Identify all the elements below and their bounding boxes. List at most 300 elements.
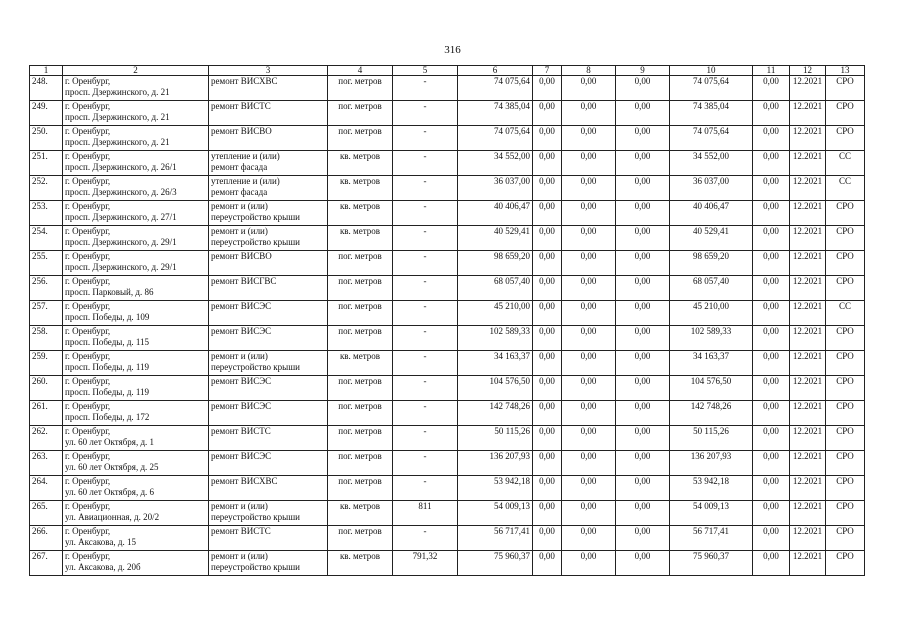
table-row (30, 176, 865, 201)
address-cell (63, 201, 209, 226)
unit-cell: пог. метров (328, 376, 393, 401)
value-cell: 0,00 (616, 301, 670, 326)
date-cell: 12.2021 (790, 451, 826, 476)
value-cell: 0,00 (616, 476, 670, 501)
address-cell (63, 351, 209, 376)
value-cell: 0,00 (616, 526, 670, 551)
date-cell: 12.2021 (790, 526, 826, 551)
work-type-line: ремонт ВИСХВС (211, 476, 278, 486)
total-cell: 50 115,26 (670, 426, 753, 451)
work-type-cell (209, 401, 328, 426)
quantity-cell: - (393, 526, 458, 551)
column-header: 5 (393, 66, 458, 76)
column-header: 4 (328, 66, 393, 76)
value-cell: 0,00 (562, 176, 616, 201)
quantity-cell: - (393, 251, 458, 276)
value-cell: 0,00 (533, 151, 562, 176)
value-cell: 0,00 (562, 101, 616, 126)
work-type-cell (209, 276, 328, 301)
column-header: 8 (562, 66, 616, 76)
value-cell: 0,00 (616, 326, 670, 351)
cost-cell: 34 163,37 (458, 351, 533, 376)
quantity-cell: 791,32 (393, 551, 458, 576)
total-cell: 74 385,04 (670, 101, 753, 126)
organization-cell: СРО (826, 426, 865, 451)
work-type-cell (209, 301, 328, 326)
table-row (30, 526, 865, 551)
column-header: 11 (753, 66, 790, 76)
row-number: 267. (30, 551, 63, 576)
date-cell: 12.2021 (790, 251, 826, 276)
organization-cell: СС (826, 151, 865, 176)
value-cell: 0,00 (753, 526, 790, 551)
value-cell: 0,00 (562, 326, 616, 351)
work-type-cell (209, 426, 328, 451)
value-cell: 0,00 (533, 76, 562, 101)
address-street: просп. Победы, д. 119 (65, 362, 150, 372)
value-cell: 0,00 (753, 501, 790, 526)
address-cell (63, 176, 209, 201)
row-number: 254. (30, 226, 63, 251)
date-cell: 12.2021 (790, 476, 826, 501)
quantity-cell: - (393, 451, 458, 476)
value-cell: 0,00 (616, 201, 670, 226)
quantity-cell: - (393, 276, 458, 301)
organization-cell: СРО (826, 401, 865, 426)
quantity-cell: - (393, 301, 458, 326)
quantity-cell: - (393, 126, 458, 151)
organization-cell: СРО (826, 276, 865, 301)
address-city: г. Оренбург, (65, 526, 111, 536)
total-cell: 75 960,37 (670, 551, 753, 576)
table-row (30, 476, 865, 501)
cost-cell: 40 406,47 (458, 201, 533, 226)
row-number: 260. (30, 376, 63, 401)
unit-cell: кв. метров (328, 551, 393, 576)
work-type-line: ремонт ВИСЭС (211, 301, 272, 311)
organization-cell: СРО (826, 226, 865, 251)
work-type-line: ремонт ВИСХВС (211, 76, 278, 86)
value-cell: 0,00 (562, 401, 616, 426)
address-street: ул. Аксакова, д. 15 (65, 537, 136, 547)
value-cell: 0,00 (562, 226, 616, 251)
value-cell: 0,00 (533, 101, 562, 126)
table-row (30, 551, 865, 576)
date-cell: 12.2021 (790, 401, 826, 426)
unit-cell: кв. метров (328, 226, 393, 251)
organization-cell: СРО (826, 326, 865, 351)
cost-cell: 74 385,04 (458, 101, 533, 126)
organization-cell: СРО (826, 501, 865, 526)
work-type-cell (209, 76, 328, 101)
work-type-cell (209, 176, 328, 201)
value-cell: 0,00 (753, 176, 790, 201)
column-header: 7 (533, 66, 562, 76)
row-number: 253. (30, 201, 63, 226)
column-header: 3 (209, 66, 328, 76)
table-row (30, 151, 865, 176)
organization-cell: СРО (826, 376, 865, 401)
address-cell (63, 301, 209, 326)
work-type-line: ремонт ВИСЭС (211, 326, 272, 336)
row-number: 263. (30, 451, 63, 476)
work-type-cell (209, 201, 328, 226)
address-street: ул. 60 лет Октября, д. 1 (65, 437, 155, 447)
value-cell: 0,00 (562, 476, 616, 501)
work-type-line: ремонт и (или) (211, 351, 268, 361)
work-type-line: ремонт ВИСТС (211, 426, 271, 436)
value-cell: 0,00 (616, 151, 670, 176)
address-city: г. Оренбург, (65, 201, 111, 211)
address-cell (63, 251, 209, 276)
work-type-cell (209, 476, 328, 501)
work-type-cell (209, 551, 328, 576)
table-row (30, 101, 865, 126)
work-type-line: ремонт ВИСЭС (211, 376, 272, 386)
unit-cell: пог. метров (328, 251, 393, 276)
address-cell (63, 476, 209, 501)
unit-cell: пог. метров (328, 401, 393, 426)
value-cell: 0,00 (753, 351, 790, 376)
total-cell: 36 037,00 (670, 176, 753, 201)
organization-cell: СРО (826, 126, 865, 151)
total-cell: 102 589,33 (670, 326, 753, 351)
value-cell: 0,00 (562, 76, 616, 101)
work-type-line: утепление и (или) (211, 176, 280, 186)
value-cell: 0,00 (533, 551, 562, 576)
work-type-cell (209, 151, 328, 176)
value-cell: 0,00 (753, 326, 790, 351)
organization-cell: СРО (826, 351, 865, 376)
organization-cell: СРО (826, 476, 865, 501)
cost-cell: 54 009,13 (458, 501, 533, 526)
address-street: ул. Авиационная, д. 20/2 (65, 512, 160, 522)
value-cell: 0,00 (562, 126, 616, 151)
organization-cell: СРО (826, 201, 865, 226)
work-type-cell (209, 251, 328, 276)
address-street: ул. 60 лет Октября, д. 6 (65, 487, 155, 497)
value-cell: 0,00 (753, 276, 790, 301)
table-row (30, 276, 865, 301)
unit-cell: кв. метров (328, 176, 393, 201)
cost-cell: 34 552,00 (458, 151, 533, 176)
cost-cell: 136 207,93 (458, 451, 533, 476)
work-type-line: ремонт ВИСВО (211, 251, 272, 261)
unit-cell: пог. метров (328, 426, 393, 451)
value-cell: 0,00 (533, 201, 562, 226)
total-cell: 136 207,93 (670, 451, 753, 476)
unit-cell: пог. метров (328, 101, 393, 126)
address-city: г. Оренбург, (65, 126, 111, 136)
address-city: г. Оренбург, (65, 251, 111, 261)
value-cell: 0,00 (562, 201, 616, 226)
cost-cell: 56 717,41 (458, 526, 533, 551)
address-cell (63, 551, 209, 576)
row-number: 266. (30, 526, 63, 551)
row-number: 264. (30, 476, 63, 501)
address-city: г. Оренбург, (65, 151, 111, 161)
organization-cell: СРО (826, 526, 865, 551)
total-cell: 34 552,00 (670, 151, 753, 176)
value-cell: 0,00 (562, 426, 616, 451)
table-row (30, 201, 865, 226)
total-cell: 74 075,64 (670, 126, 753, 151)
work-type-line: переустройство крыши (211, 212, 300, 222)
work-type-line: ремонт ВИСТС (211, 526, 271, 536)
address-city: г. Оренбург, (65, 276, 111, 286)
table-row (30, 326, 865, 351)
column-header: 9 (616, 66, 670, 76)
work-type-cell (209, 101, 328, 126)
value-cell: 0,00 (533, 301, 562, 326)
unit-cell: пог. метров (328, 276, 393, 301)
value-cell: 0,00 (616, 426, 670, 451)
table-row (30, 451, 865, 476)
total-cell: 104 576,50 (670, 376, 753, 401)
cost-cell: 98 659,20 (458, 251, 533, 276)
organization-cell: СРО (826, 101, 865, 126)
row-number: 257. (30, 301, 63, 326)
cost-cell: 102 589,33 (458, 326, 533, 351)
address-cell (63, 526, 209, 551)
value-cell: 0,00 (533, 526, 562, 551)
value-cell: 0,00 (562, 451, 616, 476)
value-cell: 0,00 (616, 76, 670, 101)
value-cell: 0,00 (533, 501, 562, 526)
value-cell: 0,00 (562, 526, 616, 551)
address-city: г. Оренбург, (65, 101, 111, 111)
total-cell: 56 717,41 (670, 526, 753, 551)
value-cell: 0,00 (616, 551, 670, 576)
date-cell: 12.2021 (790, 176, 826, 201)
row-number: 262. (30, 426, 63, 451)
value-cell: 0,00 (616, 226, 670, 251)
address-city: г. Оренбург, (65, 76, 111, 86)
value-cell: 0,00 (562, 551, 616, 576)
unit-cell: пог. метров (328, 301, 393, 326)
date-cell: 12.2021 (790, 376, 826, 401)
cost-cell: 74 075,64 (458, 76, 533, 101)
unit-cell: пог. метров (328, 126, 393, 151)
address-street: просп. Дзержинского, д. 27/1 (65, 212, 177, 222)
header-row (30, 66, 865, 76)
address-cell (63, 226, 209, 251)
address-street: ул. 60 лет Октября, д. 25 (65, 462, 159, 472)
date-cell: 12.2021 (790, 151, 826, 176)
work-type-line: переустройство крыши (211, 362, 300, 372)
table-row (30, 501, 865, 526)
unit-cell: пог. метров (328, 476, 393, 501)
value-cell: 0,00 (533, 451, 562, 476)
cost-cell: 74 075,64 (458, 126, 533, 151)
value-cell: 0,00 (533, 176, 562, 201)
date-cell: 12.2021 (790, 101, 826, 126)
address-cell (63, 451, 209, 476)
value-cell: 0,00 (616, 451, 670, 476)
value-cell: 0,00 (533, 401, 562, 426)
row-number: 258. (30, 326, 63, 351)
column-header: 1 (30, 66, 63, 76)
address-cell (63, 401, 209, 426)
work-type-line: переустройство крыши (211, 562, 300, 572)
address-street: просп. Дзержинского, д. 26/1 (65, 162, 177, 172)
work-type-line: ремонт и (или) (211, 201, 268, 211)
work-type-cell (209, 526, 328, 551)
value-cell: 0,00 (753, 301, 790, 326)
address-cell (63, 326, 209, 351)
date-cell: 12.2021 (790, 351, 826, 376)
value-cell: 0,00 (533, 426, 562, 451)
table-row (30, 401, 865, 426)
column-header: 12 (790, 66, 826, 76)
address-city: г. Оренбург, (65, 376, 111, 386)
quantity-cell: - (393, 76, 458, 101)
value-cell: 0,00 (753, 251, 790, 276)
work-type-cell (209, 451, 328, 476)
total-cell: 34 163,37 (670, 351, 753, 376)
value-cell: 0,00 (533, 126, 562, 151)
address-street: просп. Парковый, д. 86 (65, 287, 154, 297)
cost-cell: 53 942,18 (458, 476, 533, 501)
total-cell: 98 659,20 (670, 251, 753, 276)
address-cell (63, 501, 209, 526)
address-street: просп. Дзержинского, д. 29/1 (65, 262, 177, 272)
value-cell: 0,00 (753, 226, 790, 251)
cost-cell: 68 057,40 (458, 276, 533, 301)
date-cell: 12.2021 (790, 226, 826, 251)
work-type-cell (209, 501, 328, 526)
total-cell: 68 057,40 (670, 276, 753, 301)
value-cell: 0,00 (562, 251, 616, 276)
address-city: г. Оренбург, (65, 301, 111, 311)
address-street: просп. Дзержинского, д. 21 (65, 137, 170, 147)
cost-cell: 36 037,00 (458, 176, 533, 201)
table-body (30, 76, 865, 576)
organization-cell: СС (826, 176, 865, 201)
unit-cell: пог. метров (328, 451, 393, 476)
address-street: ул. Аксакова, д. 20б (65, 562, 141, 572)
row-number: 249. (30, 101, 63, 126)
quantity-cell: - (393, 426, 458, 451)
value-cell: 0,00 (562, 276, 616, 301)
value-cell: 0,00 (562, 501, 616, 526)
address-cell (63, 101, 209, 126)
value-cell: 0,00 (753, 451, 790, 476)
address-street: просп. Дзержинского, д. 21 (65, 87, 170, 97)
cost-cell: 40 529,41 (458, 226, 533, 251)
work-type-line: ремонт фасада (211, 162, 268, 172)
total-cell: 142 748,26 (670, 401, 753, 426)
cost-cell: 104 576,50 (458, 376, 533, 401)
value-cell: 0,00 (616, 101, 670, 126)
address-cell (63, 151, 209, 176)
quantity-cell: - (393, 226, 458, 251)
total-cell: 40 529,41 (670, 226, 753, 251)
unit-cell: кв. метров (328, 151, 393, 176)
quantity-cell: - (393, 351, 458, 376)
value-cell: 0,00 (616, 251, 670, 276)
row-number: 256. (30, 276, 63, 301)
unit-cell: кв. метров (328, 201, 393, 226)
work-type-cell (209, 226, 328, 251)
work-type-line: переустройство крыши (211, 512, 300, 522)
organization-cell: СРО (826, 451, 865, 476)
work-type-line: ремонт и (или) (211, 551, 268, 561)
total-cell: 54 009,13 (670, 501, 753, 526)
value-cell: 0,00 (753, 426, 790, 451)
work-type-cell (209, 126, 328, 151)
work-type-cell (209, 376, 328, 401)
unit-cell: пог. метров (328, 76, 393, 101)
value-cell: 0,00 (616, 126, 670, 151)
value-cell: 0,00 (533, 326, 562, 351)
value-cell: 0,00 (753, 476, 790, 501)
address-city: г. Оренбург, (65, 326, 111, 336)
repair-register-table (29, 65, 865, 576)
address-cell (63, 376, 209, 401)
value-cell: 0,00 (753, 101, 790, 126)
quantity-cell: - (393, 476, 458, 501)
table-row (30, 376, 865, 401)
table-row (30, 301, 865, 326)
value-cell: 0,00 (753, 151, 790, 176)
date-cell: 12.2021 (790, 551, 826, 576)
address-city: г. Оренбург, (65, 476, 111, 486)
row-number: 248. (30, 76, 63, 101)
value-cell: 0,00 (533, 351, 562, 376)
table-row (30, 226, 865, 251)
quantity-cell: - (393, 326, 458, 351)
address-street: просп. Победы, д. 115 (65, 337, 150, 347)
organization-cell: СРО (826, 551, 865, 576)
work-type-cell (209, 326, 328, 351)
row-number: 251. (30, 151, 63, 176)
value-cell: 0,00 (753, 551, 790, 576)
address-city: г. Оренбург, (65, 551, 111, 561)
value-cell: 0,00 (616, 276, 670, 301)
address-cell (63, 76, 209, 101)
row-number: 261. (30, 401, 63, 426)
work-type-line: утепление и (или) (211, 151, 280, 161)
date-cell: 12.2021 (790, 276, 826, 301)
quantity-cell: - (393, 201, 458, 226)
value-cell: 0,00 (562, 376, 616, 401)
value-cell: 0,00 (616, 176, 670, 201)
row-number: 259. (30, 351, 63, 376)
value-cell: 0,00 (753, 76, 790, 101)
work-type-line: ремонт ВИСГВС (211, 276, 277, 286)
address-street: просп. Победы, д. 119 (65, 387, 150, 397)
cost-cell: 50 115,26 (458, 426, 533, 451)
address-street: просп. Победы, д. 109 (65, 312, 150, 322)
total-cell: 40 406,47 (670, 201, 753, 226)
work-type-line: ремонт ВИСЭС (211, 451, 272, 461)
quantity-cell: 811 (393, 501, 458, 526)
work-type-line: ремонт ВИСЭС (211, 401, 272, 411)
address-city: г. Оренбург, (65, 501, 111, 511)
value-cell: 0,00 (562, 351, 616, 376)
organization-cell: СС (826, 301, 865, 326)
value-cell: 0,00 (562, 301, 616, 326)
total-cell: 45 210,00 (670, 301, 753, 326)
column-header: 2 (63, 66, 209, 76)
cost-cell: 45 210,00 (458, 301, 533, 326)
row-number: 250. (30, 126, 63, 151)
address-city: г. Оренбург, (65, 451, 111, 461)
work-type-cell (209, 351, 328, 376)
value-cell: 0,00 (616, 351, 670, 376)
address-city: г. Оренбург, (65, 401, 111, 411)
